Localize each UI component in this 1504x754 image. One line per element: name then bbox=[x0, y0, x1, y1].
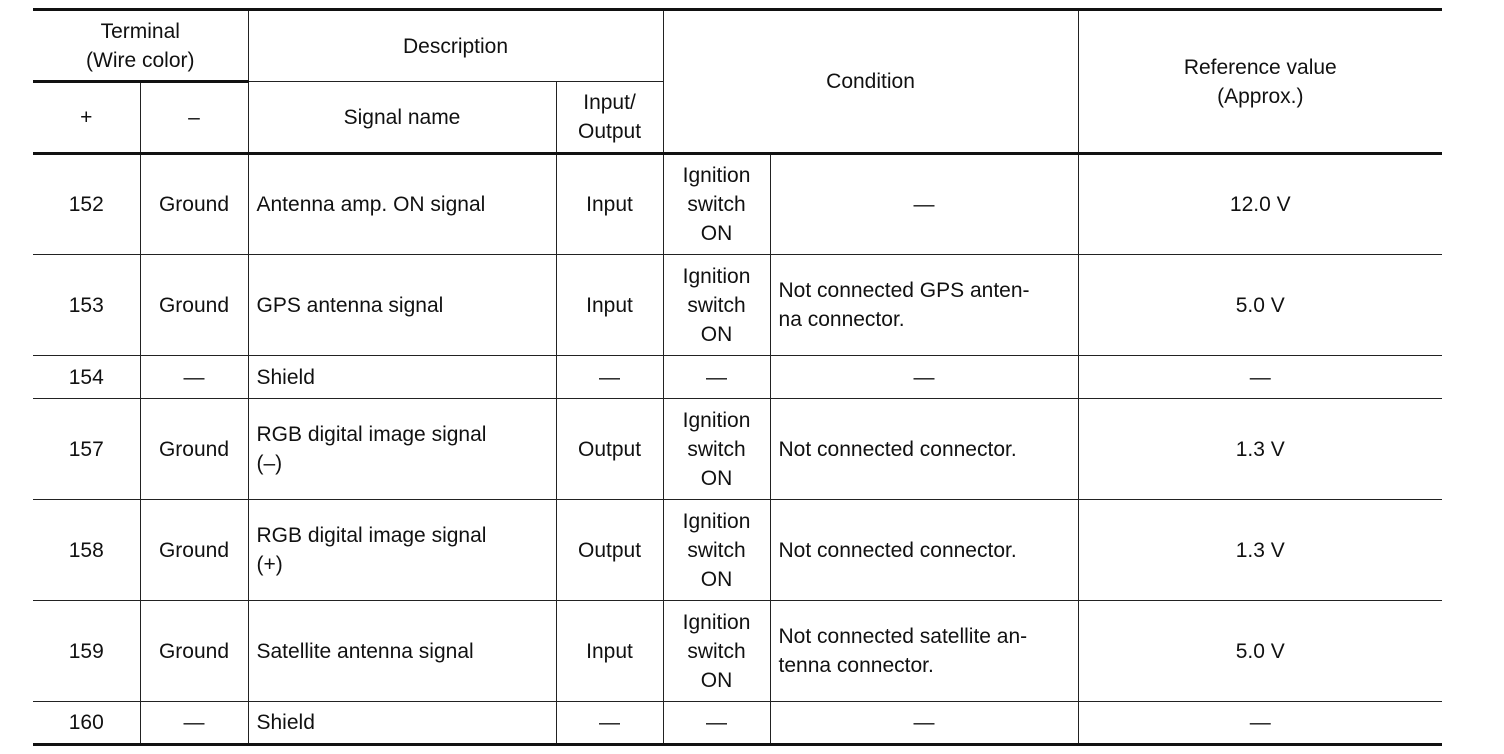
reference-value-cell: — bbox=[1078, 702, 1442, 745]
condition-detail-cell bbox=[770, 399, 1078, 500]
condition-detail-cell bbox=[770, 255, 1078, 356]
condition-detail-cell bbox=[770, 601, 1078, 702]
signal-name-cell bbox=[248, 399, 556, 500]
signal-name-cell-line: Satellite antenna signal bbox=[256, 639, 474, 663]
reference-value-cell: 12.0 V bbox=[1078, 154, 1442, 255]
terminal-minus-cell: Ground bbox=[140, 154, 248, 255]
condition-switch-cell-line: Ignition bbox=[682, 408, 751, 432]
condition-switch-cell-line: ON bbox=[700, 222, 733, 245]
terminal-header-line-2: (Wire color) bbox=[86, 48, 195, 72]
reference-value-cell: 5.0 V bbox=[1078, 255, 1442, 356]
signal-name-cell bbox=[248, 356, 556, 399]
terminal-plus-cell: 159 bbox=[33, 601, 140, 702]
reference-header-line-1: Reference value bbox=[1183, 55, 1337, 79]
reference-value-cell: — bbox=[1078, 356, 1442, 399]
condition-switch-cell-line: Ignition bbox=[682, 164, 751, 187]
condition-detail-cell-line: na connector. bbox=[778, 308, 905, 331]
reference-value-cell: 5.0 V bbox=[1078, 601, 1442, 702]
io-cell: Input bbox=[556, 255, 663, 356]
plus-header: + bbox=[33, 82, 140, 154]
terminal-minus-cell: Ground bbox=[140, 500, 248, 601]
reference-header bbox=[1078, 10, 1442, 154]
condition-switch-cell-line: — bbox=[706, 365, 728, 389]
terminal-plus-cell: 157 bbox=[33, 399, 140, 500]
signal-name-cell bbox=[248, 154, 556, 255]
signal-name-cell-line: (–) bbox=[256, 452, 283, 475]
condition-switch-cell bbox=[663, 500, 770, 601]
condition-switch-cell-line: — bbox=[706, 711, 728, 734]
signal-name-cell-line: GPS antenna signal bbox=[256, 293, 444, 317]
terminal-reference-table bbox=[33, 8, 1442, 746]
condition-detail-cell-line: Not connected GPS anten- bbox=[778, 279, 1030, 302]
io-header bbox=[556, 82, 663, 154]
signal-name-header: Signal name bbox=[248, 82, 556, 154]
terminal-minus-cell: — bbox=[140, 356, 248, 399]
condition-detail-cell bbox=[770, 500, 1078, 601]
table-row bbox=[33, 702, 1442, 745]
condition-detail-cell bbox=[770, 356, 1078, 399]
condition-detail-cell-line: Not connected satellite an- bbox=[778, 625, 1028, 648]
terminal-header-line-1: Terminal bbox=[100, 19, 180, 43]
signal-name-cell-line: RGB digital image signal bbox=[256, 524, 487, 547]
io-header-line-2: Output bbox=[577, 120, 642, 143]
condition-detail-cell-line: Not connected connector. bbox=[778, 437, 1017, 461]
minus-header: – bbox=[140, 82, 248, 154]
condition-switch-cell-line: switch bbox=[687, 538, 746, 562]
condition-detail-cell-line: tenna connector. bbox=[778, 654, 934, 677]
terminal-minus-cell: Ground bbox=[140, 399, 248, 500]
signal-name-cell bbox=[248, 601, 556, 702]
condition-switch-cell-line: Ignition bbox=[682, 264, 751, 288]
condition-switch-cell bbox=[663, 601, 770, 702]
reference-header-line-2: (Approx.) bbox=[1217, 84, 1304, 108]
condition-switch-cell bbox=[663, 356, 770, 399]
io-cell: Output bbox=[556, 500, 663, 601]
table-body bbox=[33, 154, 1442, 745]
condition-switch-cell bbox=[663, 399, 770, 500]
condition-switch-cell-line: ON bbox=[700, 567, 733, 591]
condition-detail-cell bbox=[770, 702, 1078, 745]
terminal-plus-cell: 153 bbox=[33, 255, 140, 356]
table-row bbox=[33, 154, 1442, 255]
condition-detail-cell bbox=[770, 154, 1078, 255]
condition-switch-cell-line: ON bbox=[700, 322, 733, 346]
signal-name-cell-line: Shield bbox=[256, 365, 315, 389]
condition-switch-cell-line: switch bbox=[687, 193, 746, 216]
signal-name-cell bbox=[248, 255, 556, 356]
terminal-plus-cell: 152 bbox=[33, 154, 140, 255]
condition-switch-cell-line: ON bbox=[700, 668, 733, 692]
condition-switch-cell-line: Ignition bbox=[682, 509, 751, 533]
table-row bbox=[33, 255, 1442, 356]
signal-name-cell-line: RGB digital image signal bbox=[256, 423, 487, 446]
condition-switch-cell-line: Ignition bbox=[682, 610, 751, 634]
description-header: Description bbox=[248, 10, 663, 82]
reference-value-cell: 1.3 V bbox=[1078, 500, 1442, 601]
terminal-plus-cell: 154 bbox=[33, 356, 140, 399]
terminal-minus-cell: Ground bbox=[140, 601, 248, 702]
signal-name-cell-line: (+) bbox=[256, 553, 283, 576]
signal-name-cell bbox=[248, 500, 556, 601]
io-cell: — bbox=[556, 356, 663, 399]
terminal-minus-cell: Ground bbox=[140, 255, 248, 356]
condition-switch-cell bbox=[663, 154, 770, 255]
terminal-plus-cell: 158 bbox=[33, 500, 140, 601]
table-row bbox=[33, 399, 1442, 500]
table-row bbox=[33, 500, 1442, 601]
condition-detail-cell-line: — bbox=[913, 193, 935, 216]
io-header-line-1: Input/ bbox=[583, 91, 636, 114]
io-cell: — bbox=[556, 702, 663, 745]
signal-name-cell-line: Antenna amp. ON signal bbox=[256, 193, 486, 216]
condition-switch-cell bbox=[663, 255, 770, 356]
condition-switch-cell-line: switch bbox=[687, 293, 746, 317]
io-cell: Input bbox=[556, 601, 663, 702]
io-cell: Input bbox=[556, 154, 663, 255]
reference-value-cell: 1.3 V bbox=[1078, 399, 1442, 500]
terminal-header bbox=[33, 10, 248, 82]
terminal-plus-cell: 160 bbox=[33, 702, 140, 745]
condition-switch-cell-line: ON bbox=[700, 466, 733, 490]
condition-detail-cell-line: Not connected connector. bbox=[778, 538, 1017, 562]
signal-name-cell-line: Shield bbox=[256, 711, 315, 734]
table-row bbox=[33, 356, 1442, 399]
condition-detail-cell-line: — bbox=[913, 365, 935, 389]
condition-switch-cell bbox=[663, 702, 770, 745]
condition-header: Condition bbox=[663, 10, 1078, 154]
terminal-minus-cell: — bbox=[140, 702, 248, 745]
condition-detail-cell-line: — bbox=[913, 711, 935, 734]
table-row bbox=[33, 601, 1442, 702]
condition-switch-cell-line: switch bbox=[687, 639, 746, 663]
io-cell: Output bbox=[556, 399, 663, 500]
signal-name-cell bbox=[248, 702, 556, 745]
condition-switch-cell-line: switch bbox=[687, 437, 746, 461]
